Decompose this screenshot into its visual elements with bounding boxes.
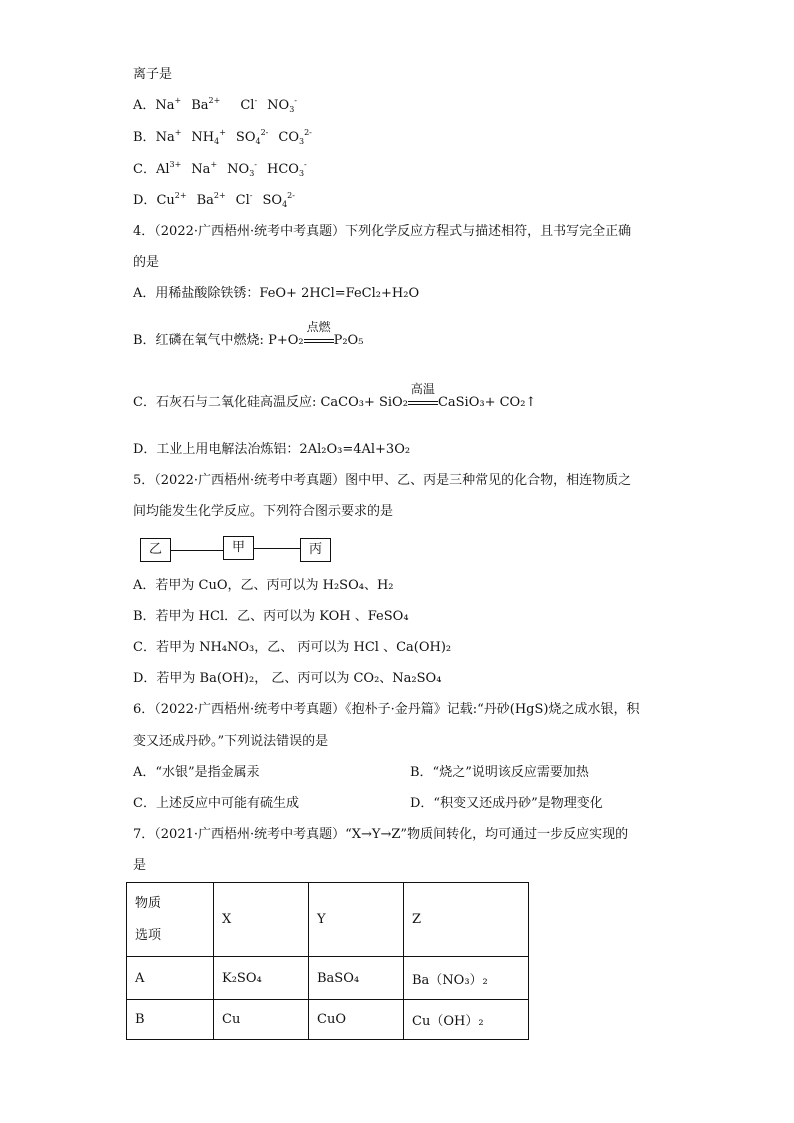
reaction-condition (408, 382, 438, 413)
q5-option-a: A．若甲为 CuO，乙、丙可以为 H₂SO₄、H₂ (133, 578, 394, 593)
ion: SO (235, 130, 256, 145)
q5-stem-line2: 间均能发生化学反应。下列符合图示要求的是 (133, 504, 394, 519)
ion: Na (155, 98, 175, 113)
q6-option-a: A．“水银”是指金属汞 (133, 765, 260, 780)
ion: Ba (196, 193, 214, 208)
q4-option-b (133, 320, 364, 351)
q6-stem-line2: 变又还成丹砂。”下列说法错误的是 (133, 734, 329, 749)
product: CaSiO₃+ CO₂↑ (437, 395, 537, 410)
q6-option-b: B．“烧之”说明该反应需要加热 (410, 765, 589, 780)
diagram-box-yi: 乙 (140, 538, 171, 562)
q6-stem-line1: 6．（2022·广西梧州·统考中考真题）《抱朴子·金丹篇》记载:“丹砂(HgS)烧之成水银，积 (133, 702, 640, 717)
q6-option-d: D．“积变又还成丹砂”是物理变化 (410, 796, 603, 811)
cell-x: Cu (214, 1000, 309, 1040)
cell-x: K₂SO₄ (214, 957, 309, 1000)
ion: CO (278, 130, 299, 145)
q3-option-c: C．$Al^{3+}$ Na+ $NO_3^-$ $HCO_3^-$ (133, 160, 307, 178)
q7-stem-line2: 是 (133, 858, 147, 873)
corner-top-label: 物质 (135, 895, 162, 911)
ion: Cl (240, 98, 255, 113)
q5-option-d: D．若甲为 Ba(OH)₂， 乙、丙可以为 CO₂、Na₂SO₄ (133, 671, 442, 686)
ion: NO (267, 98, 290, 113)
header-z: Z (404, 883, 529, 957)
ion: Ba (191, 98, 209, 113)
reaction-condition (304, 320, 334, 351)
cell-option: B (127, 1000, 214, 1040)
diagram-connector (170, 550, 223, 551)
cell-option: A (127, 957, 214, 1000)
ion: NO (227, 162, 250, 177)
option-label: D． (133, 193, 157, 208)
ion: Cl (235, 193, 250, 208)
ion: Na (191, 162, 211, 177)
cell-y: CuO (309, 1000, 404, 1040)
option-text: B．红磷在氧气中燃烧: P+O₂ (133, 333, 304, 348)
q4-option-d: D．工业上用电解法冶炼铝：2Al₂O₃=4Al+3O₂ (133, 442, 411, 457)
q5-option-c: C．若甲为 NH₄NO₃，乙、 丙可以为 HCl 、Ca(OH)₂ (133, 640, 452, 655)
diagram-connector (253, 548, 300, 549)
diagram-box-jia: 甲 (223, 536, 254, 560)
ion: Al (155, 162, 170, 177)
option-label: B． (133, 130, 156, 145)
q3-option-d: D．$Cu^{2+}$ $Ba^{2+}$ Cl- $SO_4^{2-}$ (133, 191, 295, 209)
cell-y: BaSO₄ (309, 957, 404, 1000)
table-header-row (127, 883, 529, 957)
q3-option-b: B．Na+ $NH_4^+$ $SO_4^{2-}$ $CO_3^{2-}$ (133, 128, 312, 146)
product: P₂O₅ (333, 333, 364, 348)
condition-label: 高温 (410, 382, 435, 396)
ion: SO (262, 193, 283, 208)
corner-bottom-label: 选项 (135, 927, 162, 943)
header-y: Y (309, 883, 404, 957)
question-3-stem-tail: 离子是 (133, 67, 173, 82)
option-text: C．石灰石与二氧化硅高温反应: CaCO₃+ SiO₂ (133, 395, 408, 410)
q4-option-c (133, 382, 537, 413)
condition-label: 点燃 (306, 320, 331, 334)
q4-stem-line1: 4．（2022·广西梧州·统考中考真题）下列化学反应方程式与描述相符，且书写完全正确 (133, 224, 632, 239)
q3-option-a: A．Na+ $Ba^{2+}$ Cl- $NO_3^-$ (133, 96, 297, 114)
option-label: C． (133, 162, 156, 177)
q7-stem-line1: 7．（2021·广西梧州·统考中考真题）“X→Y→Z”物质间转化，均可通过一步反应实现的 (133, 827, 629, 842)
ion: HCO (266, 162, 299, 177)
ion: Na (155, 130, 175, 145)
ion: NH (191, 130, 215, 145)
q6-option-c: C．上述反应中可能有硫生成 (133, 796, 299, 811)
q4-option-a: A．用稀盐酸除铁锈：FeO+ 2HCl=FeCl₂+H₂O (133, 286, 420, 301)
corner-cell (127, 883, 214, 957)
q5-option-b: B．若甲为 HCl．乙、丙可以为 KOH 、FeSO₄ (133, 609, 409, 624)
q7-table (126, 882, 529, 1040)
diagram-box-bing: 丙 (300, 538, 331, 562)
header-x: X (214, 883, 309, 957)
cell-z: Ba（NO₃）₂ (404, 957, 529, 1000)
q5-stem-line1: 5．（2022·广西梧州·统考中考真题）图中甲、乙、丙是三种常见的化合物，相连物质之 (133, 473, 632, 488)
ion: Cu (156, 193, 175, 208)
q4-stem-line2: 的是 (133, 255, 160, 270)
cell-z: Cu（OH）₂ (404, 1000, 529, 1040)
table-row (127, 957, 529, 1000)
option-label: A． (133, 98, 156, 113)
table-row (127, 1000, 529, 1040)
